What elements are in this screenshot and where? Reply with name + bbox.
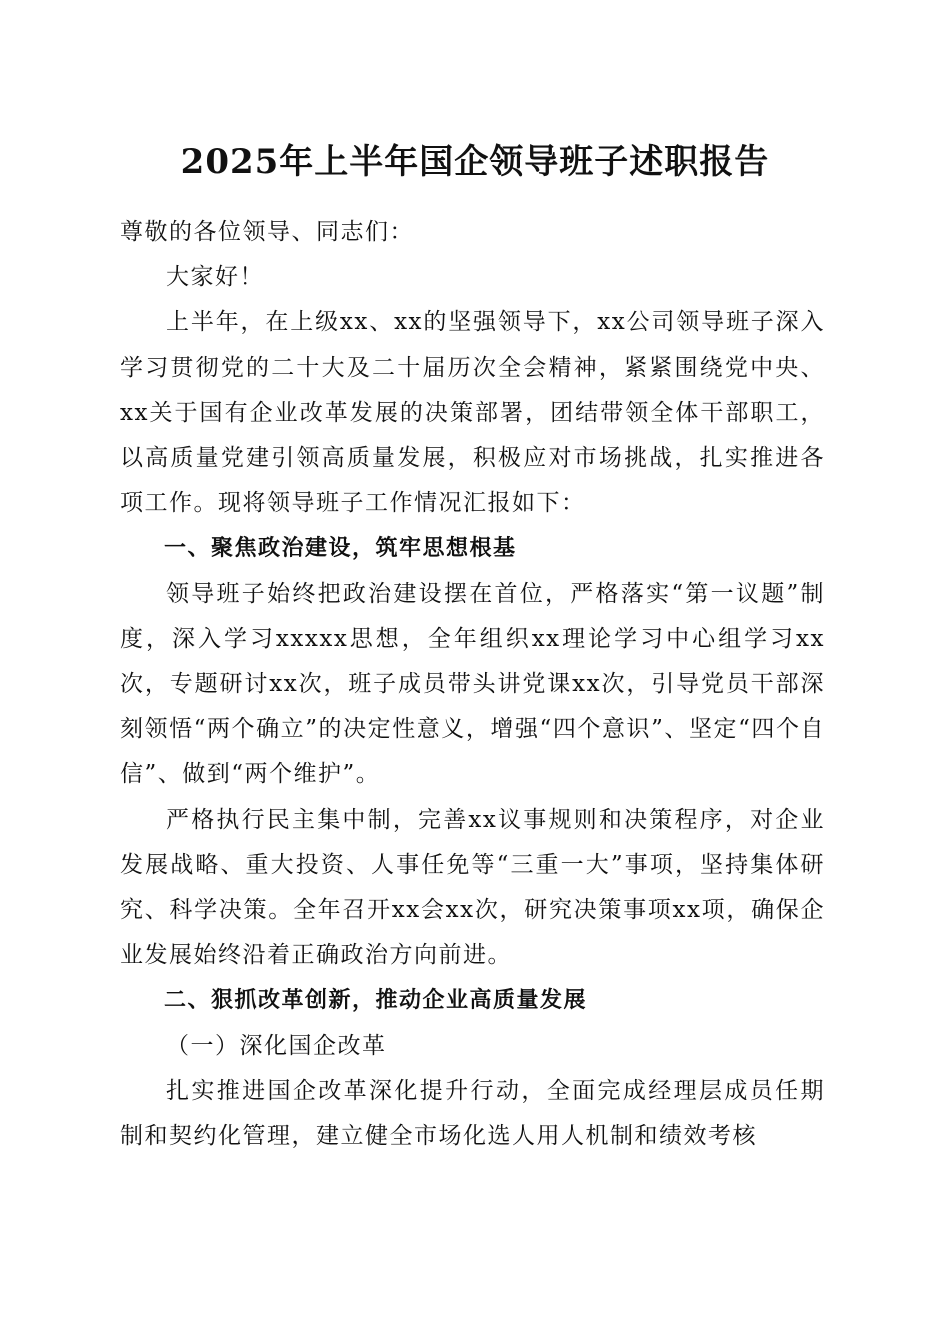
section-1-heading: 一、聚焦政治建设，筑牢思想根基	[164, 536, 517, 562]
salutation: 尊敬的各位领导、同志们：	[120, 219, 414, 245]
document-title: 2025年上半年国企领导班子述职报告	[180, 142, 770, 182]
intro-paragraph: 上半年，在上级xx、xx的坚强领导下，xx公司领导班子深入学习贯彻党的二十大及二十届历次全会精神，紧紧围绕党中央、xx关于国有企业改革发展的决策部署，团结带领全体干部职工，以高质量党建引领高质量发展，积极应对市场挑战，扎实推进各项工作。现将领导班子工作情况汇报如下：	[120, 309, 825, 517]
document-body	[120, 210, 825, 1159]
section-1-paragraph-2: 严格执行民主集中制，完善xx议事规则和决策程序，对企业发展战略、重大投资、人事任免等“三重一大”事项，坚持集体研究、科学决策。全年召开xx会xx次，研究决策事项xx项，确保企业发展始终沿着正确政治方向前进。	[120, 806, 825, 969]
section-2-heading: 二、狠抓改革创新，推动企业高质量发展	[164, 988, 588, 1014]
greeting: 大家好！	[166, 264, 264, 291]
section-2-paragraph-1: 扎实推进国企改革深化提升行动，全面完成经理层成员任期制和契约化管理，建立健全市场化选人用人机制和绩效考核	[120, 1077, 825, 1150]
section-1-paragraph-1: 领导班子始终把政治建设摆在首位，严格落实“第一议题”制度，深入学习xxxxx思想，全年组织xx理论学习中心组学习xx次，专题研讨xx次，班子成员带头讲党课xx次，引导党员干部深刻领悟“两个确立”的决定性意义，增强“四个意识”、坚定“四个自信”、做到“两个维护”。	[120, 580, 825, 788]
section-2-subheading: （一）深化国企改革	[166, 1032, 387, 1059]
